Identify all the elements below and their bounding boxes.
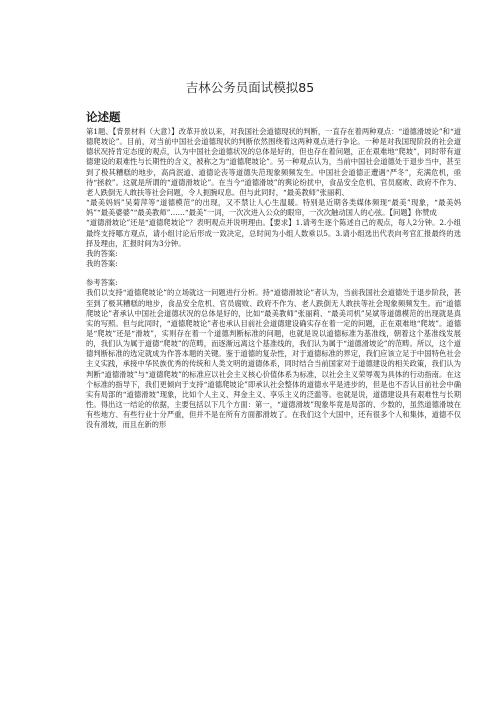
document-title: 吉林公务员面试模拟85 (185, 80, 315, 95)
question-paragraph: 第1题、【背景材料（大意）】改革开放以来，对我国社会道德现状的判断，一直存在着两种观点：“道德滑坡论”和“道德爬坡论”。目前，对当前中国社会道德现状的判断依然围绕着这两种观点进行争论。一种是对我国现阶段的社会道德状况持肯定态度的观点，认为中国社会道德状况的总体是好的，但也存在着问题，正在艰难地“爬坡”，同时带有道德建设的艰难性与长期性的含义，被称之为“道德爬坡论”。另一种观点认为，当前中国社会道德处于退步当中，甚至到了极其糟糕的地步，高尚泯道、道德论丧等道德失范现象频频发生。中国社会道德正遭遇“严冬”，充满危机，亟待“拯救”。这就是所谓的“道德滑坡论”。在当今“道德滑坡”的舆论纷扰中，食品安全危机、官员腐败、政府不作为、老人跌倒无人敢扶等社会问题，令人扼腕叹息。但与此同时，“最美教师”张丽莉、 (86, 127, 461, 197)
reference-answer-paragraph: 我们以支持“道德爬坡论”的立场就这一问题进行分析。持“道德滑坡论”者认为，当前我国社会道德处于退步阶段，甚至到了极其糟糕的地步，食品安全危机、官员腐败、政府不作为、老人跌倒无人敢扶等社会现象频频发生。而“道德爬坡论”者承认中国社会道德状况的总体是好的，比如“最美教师”张丽莉、“最美司机”吴斌等道德模范的出现就是真实的写照。但与此同时，“道德爬坡论”者也承认目前社会道德建设确实存在着一定的问题，正在艰难地“爬坡”。道德是“爬坡”还是“滑坡”，实则存在着一个道德判断标准的问题，也就是说以道德标准为基准线，朝着这个基准线发展的，我们认为属于道德“爬坡”的范畴，而逐渐远离这个基准线的，我们认为属于“道德滑坡论”的范畴。所以，这个道德判断标准的选定就成为作答本题的关键。鉴于道德的复杂性，对于道德标准的界定，我们应该立足于中国特色社会主义实践，承接中华民族优秀的传统和人类文明的道德体系，同时结合当前国家对于道德建设的相关政策，我们认为判断“道德滑坡”与“道德爬坡”的标准应以社会主义核心价值体系为标准，以社会主义荣辱观为具体的行动指南。在这个标准的指导下，我们更倾向于支持“道德爬坡论”即承认社会整体的道德水平是进步的，但是也不否认目前社会中确实有局部的“道德滑坡”现象，比如个人主义、拜金主义、享乐主义的泛滥等。也就是说，道德建设具有艰难性与长期性。得出这一结论的依据，主要包括以下几个方面：第一，“道德滑坡”现象毕竟是局部的、少数的，虽然道德滑坡在有些地方、有些行业十分严重，但并不是在所有方面都滑坡了。在我们这个大国中，还有很多个人和集体，道德不仅没有滑坡，而且在新的形 (86, 288, 461, 430)
question-paragraph: “道德滑坡论”还是“道德爬坡论”？表明观点并说明理由。【要求】1.请考生逐个陈述自己的观点，每人2分钟。2.小组最终支持哪方观点，请小组讨论后形成一致决定，总时间为小组人数乘以5。3.请小组选出代表向考官汇报最终的选择及理由，汇报时间为3分钟。 (86, 218, 461, 248)
section-heading: 论述题 (86, 110, 121, 124)
question-paragraph: “最美妈妈”吴菊萍等“道德模范”的出现，又不禁让人心生温暖。特别是近期各类媒体频现“最美”现象，“最美妈妈”“最美婆婆”“最美教师”……“最美”一词，一次次进入公众的眼帘，一次次触动国人的心弦。【问题】你赞成 (86, 198, 461, 218)
my-answer-label: 我的答案: (86, 248, 118, 258)
reference-answer-label: 参考答案: (86, 278, 118, 288)
spacer (86, 269, 461, 278)
document-body (86, 127, 461, 431)
my-answer-label: 我的答案: (86, 259, 118, 269)
